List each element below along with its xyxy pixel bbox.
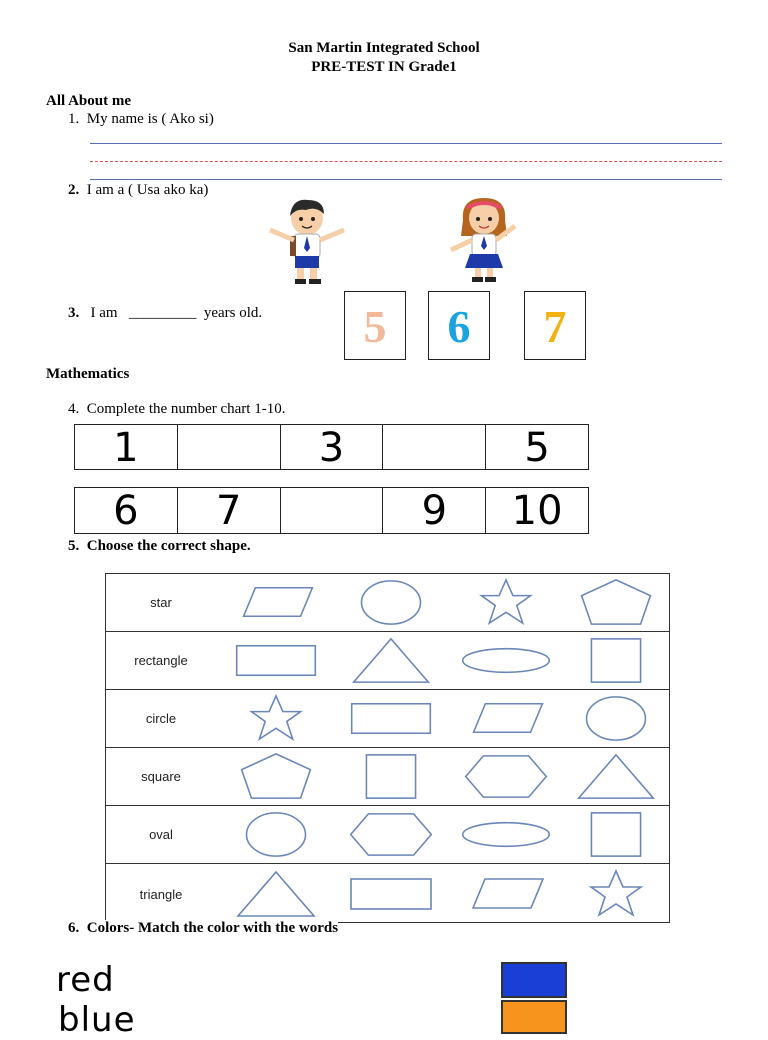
writing-line-top[interactable] [90,143,722,144]
number-chart-row-1 [74,424,589,470]
question-number: 2. [68,182,80,198]
shape-label: square [141,769,181,784]
color-swatch-orange[interactable] [501,1000,567,1034]
number-chart-row-2 [74,487,589,534]
number-cell[interactable]: 3 [281,425,384,469]
question-text: Colors- Match the color with the words [86,920,339,936]
square-shape-icon[interactable] [336,748,446,805]
rectangle-shape-icon[interactable] [336,864,446,924]
number-cell[interactable]: 9 [383,488,486,533]
question-text: Choose the correct shape. [86,538,251,554]
number-cell[interactable]: 7 [178,488,281,533]
age-blank[interactable]: _________ [128,305,197,321]
age-choice-5[interactable]: 5 [344,291,406,360]
shape-label: rectangle [134,653,188,668]
number-cell[interactable]: 10 [511,488,563,534]
shape-label: circle [145,711,177,726]
question-number: 1. [68,111,80,127]
parallelogram-shape-icon[interactable] [451,864,561,924]
test-title: PRE-TEST IN Grade1 [311,59,457,75]
writing-line-bottom[interactable] [90,179,722,180]
question-number: 5. [68,538,80,554]
question-4 [68,401,285,418]
question-5 [68,538,251,555]
triangle-shape-icon[interactable] [221,864,331,924]
color-word-blue[interactable]: blue [58,1000,136,1040]
circle-shape-icon[interactable] [221,806,331,863]
shape-row-circle [106,690,669,748]
hexagon-shape-icon[interactable] [451,748,561,805]
pentagon-shape-icon[interactable] [561,574,671,631]
writing-line-middle[interactable] [90,161,722,162]
school-name: San Martin Integrated School [288,40,480,56]
color-swatch-blue[interactable] [501,962,567,998]
age-choice-7[interactable]: 7 [524,291,586,360]
question-text: I am a ( Usa ako ka) [86,182,209,198]
question-1 [68,111,214,128]
shape-row-star [106,574,669,632]
rectangle-shape-icon[interactable] [221,632,331,689]
star-shape-icon[interactable] [221,690,331,747]
color-word-red[interactable]: red [56,960,115,1000]
number-cell-blank[interactable] [178,425,281,469]
parallelogram-shape-icon[interactable] [221,574,331,631]
circle-shape-icon[interactable] [336,574,446,631]
question-6 [68,920,338,937]
hexagon-shape-icon[interactable] [336,806,446,863]
shape-row-triangle [106,864,669,924]
number-cell-blank[interactable] [281,488,384,533]
rectangle-shape-icon[interactable] [336,690,446,747]
number-cell[interactable]: 5 [524,425,550,471]
shape-label: star [150,595,172,610]
question-number: 3. [68,305,80,321]
section-title-mathematics: Mathematics [46,366,130,382]
age-choice-6[interactable]: 6 [428,291,490,360]
boy-image[interactable] [266,196,348,286]
question-3 [68,305,262,322]
question-text: Complete the number chart 1-10. [86,401,286,417]
pentagon-shape-icon[interactable] [221,748,331,805]
shape-row-rectangle [106,632,669,690]
question-text: My name is ( Ako si) [86,111,214,127]
shape-row-oval [106,806,669,864]
section-title-all-about-me: All About me [46,93,132,109]
shape-label: triangle [139,886,183,902]
number-cell-blank[interactable] [383,425,486,469]
girl-image[interactable] [443,196,525,284]
question-text-post: years old. [203,305,263,321]
shape-label: oval [149,827,173,842]
number-cell[interactable]: 6 [75,488,178,533]
star-shape-icon[interactable] [451,574,561,631]
oval-shape-icon[interactable] [451,632,561,689]
triangle-shape-icon[interactable] [561,748,671,805]
parallelogram-shape-icon[interactable] [451,690,561,747]
circle-shape-icon[interactable] [561,690,671,747]
question-text-pre: I am [90,305,118,321]
question-number: 4. [68,401,80,417]
oval-shape-icon[interactable] [451,806,561,863]
square-shape-icon[interactable] [561,806,671,863]
triangle-shape-icon[interactable] [336,632,446,689]
shape-table [105,573,670,923]
number-cell[interactable]: 1 [75,425,178,469]
square-shape-icon[interactable] [561,632,671,689]
question-2 [68,182,208,199]
shape-row-square [106,748,669,806]
question-number: 6. [68,920,80,936]
star-shape-icon[interactable] [561,864,671,924]
